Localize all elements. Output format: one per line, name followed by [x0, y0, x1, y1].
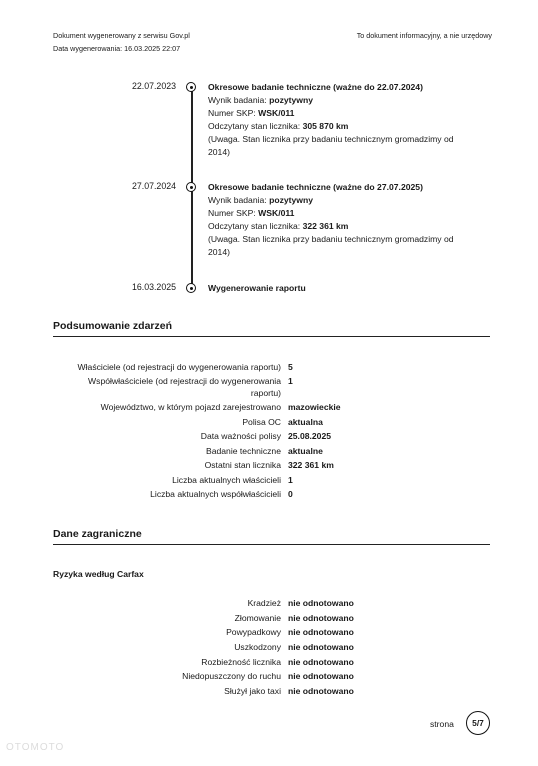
summary-label: Współwłaściciele (od rejestracji do wygenerowania raportu)	[88, 376, 281, 398]
risk-value: nie odnotowano	[288, 627, 354, 637]
risk-value: nie odnotowano	[288, 671, 354, 681]
result-label: Wynik badania:	[208, 195, 267, 205]
risk-label: Niedopuszczony do ruchu	[182, 671, 281, 681]
odometer-note: (Uwaga. Stan licznika przy badaniu technicznym gromadzimy od 2014)	[208, 234, 454, 257]
timeline-dot-icon	[186, 82, 196, 92]
event-date: 27.07.2024	[131, 181, 176, 191]
result-label: Wynik badania:	[208, 95, 267, 105]
risk-value: nie odnotowano	[288, 598, 354, 608]
summary-value: 25.08.2025	[288, 431, 332, 441]
event-title: Okresowe badanie techniczne (ważne do 22.07.2024)	[208, 82, 423, 92]
event-date: 22.07.2023	[131, 81, 176, 91]
informational-notice: To dokument informacyjny, a nie urzędowy	[356, 31, 492, 40]
watermark-logo: OTOMOTO	[6, 742, 65, 753]
carfax-subtitle: Ryzyka według Carfax	[53, 569, 144, 579]
odometer-note: (Uwaga. Stan licznika przy badaniu technicznym gromadzimy od 2014)	[208, 134, 454, 157]
event-title: Okresowe badanie techniczne (ważne do 27.07.2025)	[208, 182, 423, 192]
event-title: Wygenerowanie raportu	[208, 283, 306, 293]
event-details	[208, 81, 468, 159]
risk-label: Uszkodzony	[234, 642, 281, 652]
risk-label: Rozbieżność licznika	[201, 657, 281, 667]
event-date: 16.03.2025	[131, 282, 176, 292]
risk-label: Służył jako taxi	[224, 686, 281, 696]
odometer-label: Odczytany stan licznika:	[208, 221, 301, 231]
summary-label: Województwo, w którym pojazd zarejestrowano	[100, 402, 281, 412]
risk-value: nie odnotowano	[288, 613, 354, 623]
odometer-value: 305 870 km	[302, 121, 349, 131]
summary-section-title: Podsumowanie zdarzeń	[53, 320, 490, 337]
summary-label: Właściciele (od rejestracji do wygenerowania raportu)	[77, 362, 281, 372]
risk-label: Powypadkowy	[226, 627, 281, 637]
summary-value: 322 361 km	[288, 460, 334, 470]
generated-date-text: Data wygenerowania: 16.03.2025 22:07	[53, 44, 181, 53]
risk-value: nie odnotowano	[288, 657, 354, 667]
summary-value: aktualne	[288, 446, 323, 456]
skp-value: WSK/011	[258, 108, 295, 118]
summary-label: Badanie techniczne	[205, 446, 281, 456]
event-timeline	[0, 0, 538, 300]
summary-value: mazowieckie	[288, 402, 341, 412]
odometer-label: Odczytany stan licznika:	[208, 121, 301, 131]
timeline-dot-icon	[186, 283, 196, 293]
risk-label: Kradzież	[247, 598, 281, 608]
summary-label: Data ważności polisy	[200, 431, 281, 441]
foreign-section-title: Dane zagraniczne	[53, 528, 490, 545]
event-details	[208, 181, 468, 259]
page-number-badge: 5/7	[466, 711, 490, 735]
generated-source-text: Dokument wygenerowany z serwisu Gov.pl	[53, 31, 190, 40]
summary-value: 5	[288, 362, 293, 372]
page-label: strona	[430, 719, 454, 729]
timeline-dot-icon	[186, 182, 196, 192]
risk-value: nie odnotowano	[288, 642, 354, 652]
skp-label: Numer SKP:	[208, 208, 256, 218]
summary-label: Liczba aktualnych właścicieli	[172, 475, 281, 485]
summary-value: 1	[288, 376, 293, 386]
summary-value: 1	[288, 475, 293, 485]
skp-value: WSK/011	[258, 208, 295, 218]
result-value: pozytywny	[269, 95, 314, 105]
summary-value: aktualna	[288, 417, 323, 427]
summary-value: 0	[288, 489, 293, 499]
skp-label: Numer SKP:	[208, 108, 256, 118]
event-details	[208, 282, 468, 295]
summary-label: Ostatni stan licznika	[204, 460, 281, 470]
summary-label: Liczba aktualnych współwłaścicieli	[150, 489, 281, 499]
result-value: pozytywny	[269, 195, 314, 205]
risk-value: nie odnotowano	[288, 686, 354, 696]
odometer-value: 322 361 km	[302, 221, 349, 231]
summary-label: Polisa OC	[242, 417, 281, 427]
risk-label: Złomowanie	[234, 613, 281, 623]
